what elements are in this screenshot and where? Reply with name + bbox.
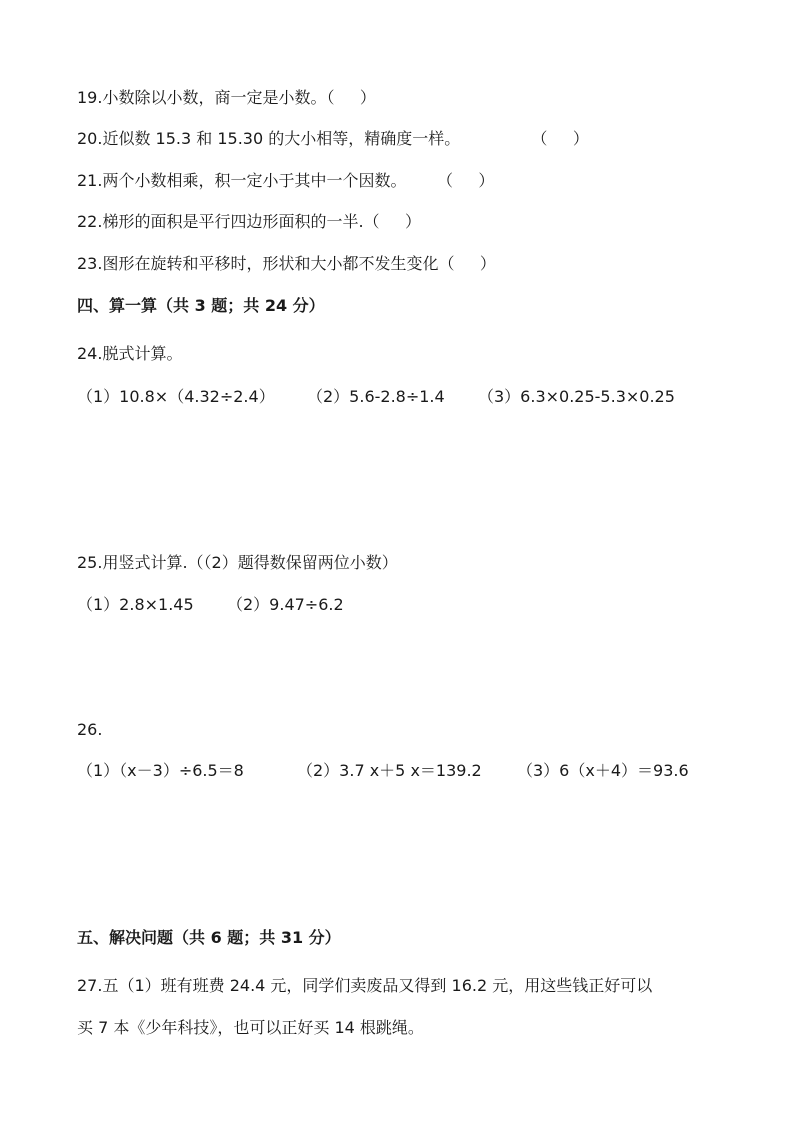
section-5-heading: 五、解决问题（共 6 题；共 31 分） xyxy=(77,928,341,947)
question-24-item: （2）5.6-2.8÷1.4 xyxy=(307,387,445,406)
question-26-title: 26. xyxy=(77,720,103,739)
question-21: 21.两个小数相乘，积一定小于其中一个因数。 （ ） xyxy=(77,171,495,190)
question-25-title: 25.用竖式计算.（（2）题得数保留两位小数） xyxy=(77,553,398,572)
question-26-item: （2）3.7 x＋5 x＝139.2 xyxy=(297,761,482,780)
question-26-item: （3）6（x＋4）＝93.6 xyxy=(517,761,689,780)
question-27-line-2: 买 7 本《少年科技》，也可以正好买 14 根跳绳。 xyxy=(77,1018,424,1037)
question-22: 22.梯形的面积是平行四边形面积的一半.（ ） xyxy=(77,212,421,231)
question-24-title: 24.脱式计算。 xyxy=(77,344,183,363)
question-26-item: （1）（x－3）÷6.5＝8 xyxy=(77,761,244,780)
question-19: 19.小数除以小数，商一定是小数。（ ） xyxy=(77,88,376,107)
question-23: 23.图形在旋转和平移时，形状和大小都不发生变化（ ） xyxy=(77,254,496,273)
question-24-item: （1）10.8×（4.32÷2.4） xyxy=(77,387,275,406)
question-25-item: （1）2.8×1.45 xyxy=(77,595,194,614)
question-25-item: （2）9.47÷6.2 xyxy=(227,595,344,614)
question-20: 20.近似数 15.3 和 15.30 的大小相等，精确度一样。 （ ） xyxy=(77,129,589,148)
section-4-heading: 四、算一算（共 3 题；共 24 分） xyxy=(77,296,325,315)
question-24-item: （3）6.3×0.25-5.3×0.25 xyxy=(478,387,675,406)
question-27-line-1: 27.五（1）班有班费 24.4 元，同学们卖废品又得到 16.2 元，用这些钱正好可以 xyxy=(77,976,653,995)
